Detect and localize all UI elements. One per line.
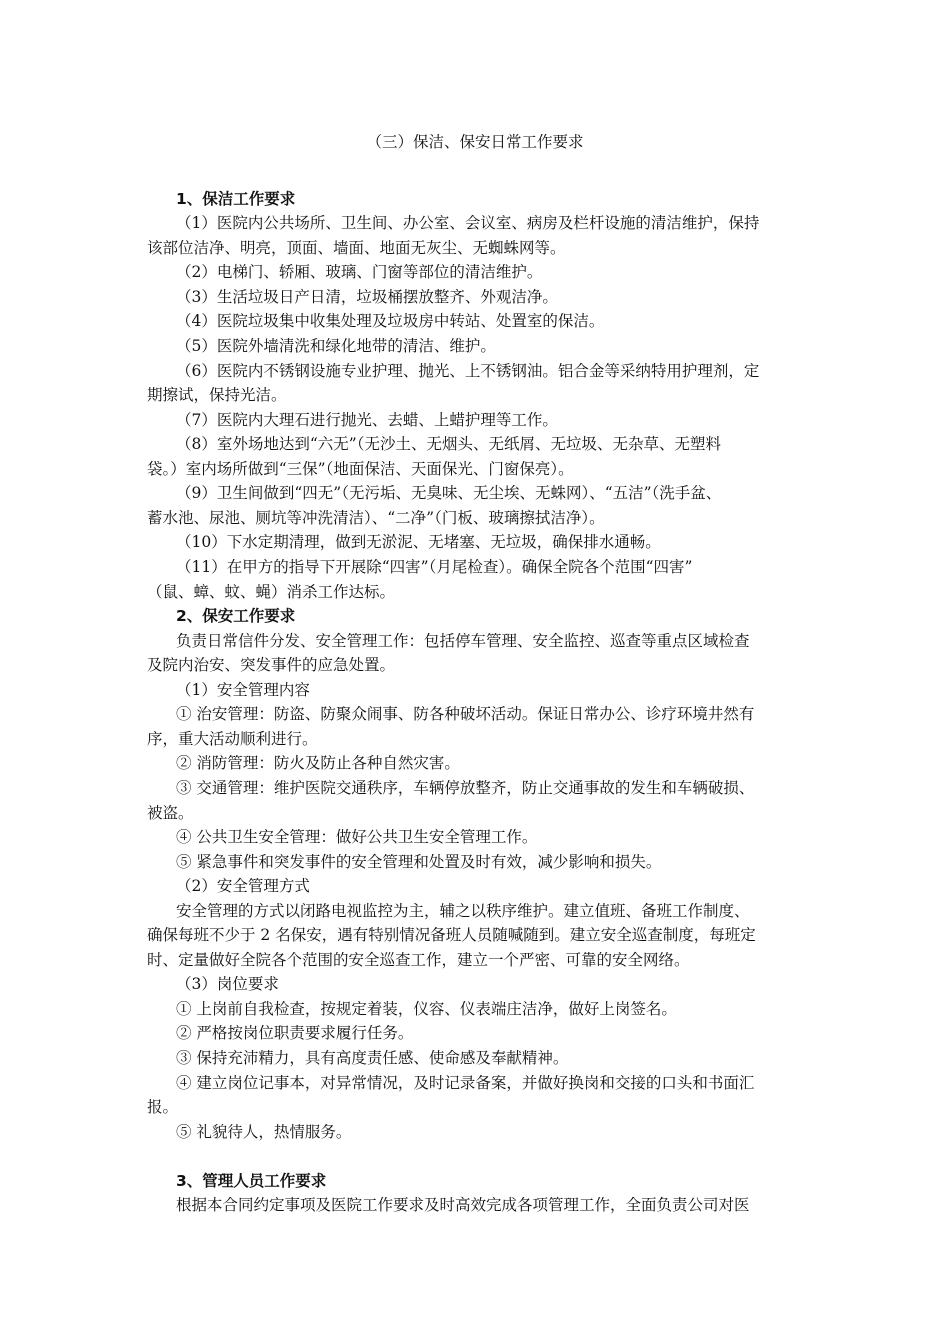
paragraph-line: ④ 公共卫生安全管理：做好公共卫生安全管理工作。 xyxy=(176,828,538,846)
paragraph-line: （2）电梯门、轿厢、玻璃、门窗等部位的清洁维护。 xyxy=(176,263,543,281)
paragraph-line: （11）在甲方的指导下开展除“四害”（月尾检查）。确保全院各个范围“四害” xyxy=(176,558,693,576)
paragraph-line: ⑤ 紧急事件和突发事件的安全管理和处置及时有效，减少影响和损失。 xyxy=(176,853,662,871)
paragraph-line: （9）卫生间做到“四无”（无污垢、无臭味、无尘埃、无蛛网）、“五洁”（洗手盆、 xyxy=(176,484,722,502)
paragraph-line: （7）医院内大理石进行抛光、去蜡、上蜡护理等工作。 xyxy=(176,411,558,429)
paragraph-line: ① 治安管理：防盗、防聚众闹事、防各种破坏活动。保证日常办公、诊疗环境井然有 xyxy=(176,705,755,723)
paragraph-line: 安全管理的方式以闭路电视监控为主，辅之以秩序维护。建立值班、备班工作制度、 xyxy=(176,902,750,920)
paragraph-line: ② 严格按岗位职责要求履行任务。 xyxy=(176,1024,414,1042)
paragraph-line: （鼠、蟑、蚊、蝇）消杀工作达标。 xyxy=(147,583,396,601)
paragraph-line: 该部位洁净、明亮，顶面、墙面、地面无灰尘、无蜘蛛网等。 xyxy=(147,239,566,257)
subsection-heading: （3）岗位要求 xyxy=(176,975,279,993)
paragraph-line: 及院内治安、突发事件的应急处置。 xyxy=(147,656,396,674)
paragraph-line: 序，重大活动顺利进行。 xyxy=(147,730,318,748)
paragraph-line: 袋。）室内场所做到“三保”（地面保洁、天面保光、门窗保亮）。 xyxy=(147,460,574,478)
paragraph-line: 负责日常信件分发、安全管理工作：包括停车管理、安全监控、巡查等重点区域检查 xyxy=(176,632,750,650)
page-title: （三）保洁、保安日常工作要求 xyxy=(366,133,584,151)
paragraph-line: （6）医院内不锈钢设施专业护理、抛光、上不锈钢油。铝合金等采纳特用护理剂，定 xyxy=(176,362,760,380)
paragraph-line: 确保每班不少于 2 名保安，遇有特别情况备班人员随喊随到。建立安全巡查制度，每班定 xyxy=(147,926,756,944)
section-heading-cleaning: 1、保洁工作要求 xyxy=(176,190,296,208)
section-heading-management: 3、管理人员工作要求 xyxy=(176,1172,327,1190)
paragraph-line: ② 消防管理：防火及防止各种自然灾害。 xyxy=(176,754,460,772)
subsection-heading: （2）安全管理方式 xyxy=(176,877,310,895)
paragraph-line: ③ 交通管理：维护医院交通秩序，车辆停放整齐，防止交通事故的发生和车辆破损、 xyxy=(176,779,755,797)
paragraph-line: 时、定量做好全院各个范围的安全巡查工作，建立一个严密、可靠的安全网络。 xyxy=(147,951,690,969)
paragraph-line: （1）医院内公共场所、卫生间、办公室、会议室、病房及栏杆设施的清洁维护，保持 xyxy=(176,214,760,232)
paragraph-line: 根据本合同约定事项及医院工作要求及时高效完成各项管理工作，全面负责公司对医 xyxy=(176,1196,750,1214)
paragraph-line: （8）室外场地达到“六无”（无沙土、无烟头、无纸屑、无垃圾、无杂草、无塑料 xyxy=(176,435,721,453)
paragraph-line: 蓄水池、尿池、厕坑等冲洗清洁）、“二净”（门板、玻璃擦拭洁净）。 xyxy=(147,509,605,527)
paragraph-line: ④ 建立岗位记事本，对异常情况，及时记录备案，并做好换岗和交接的口头和书面汇 xyxy=(176,1074,755,1092)
paragraph-line: （4）医院垃圾集中收集处理及垃圾房中转站、处置室的保洁。 xyxy=(176,312,605,330)
section-heading-security: 2、保安工作要求 xyxy=(176,607,296,625)
paragraph-line: 被盗。 xyxy=(147,804,194,822)
subsection-heading: （1）安全管理内容 xyxy=(176,681,310,699)
paragraph-line: （5）医院外墙清洗和绿化地带的清洁、维护。 xyxy=(176,337,496,355)
paragraph-line: ① 上岗前自我检查，按规定着装，仪容、仪表端庄洁净，做好上岗签名。 xyxy=(176,1000,677,1018)
paragraph-line: （3）生活垃圾日产日清，垃圾桶摆放整齐、外观洁净。 xyxy=(176,288,558,306)
paragraph-line: 期擦试，保持光洁。 xyxy=(147,386,287,404)
paragraph-line: ③ 保持充沛精力，具有高度责任感、使命感及奉献精神。 xyxy=(176,1049,569,1067)
paragraph-line: 报。 xyxy=(147,1098,179,1116)
paragraph-line: （10）下水定期清理，做到无淤泥、无堵塞、无垃圾，确保排水通畅。 xyxy=(176,533,661,551)
paragraph-line: ⑤ 礼貌待人，热情服务。 xyxy=(176,1123,352,1141)
